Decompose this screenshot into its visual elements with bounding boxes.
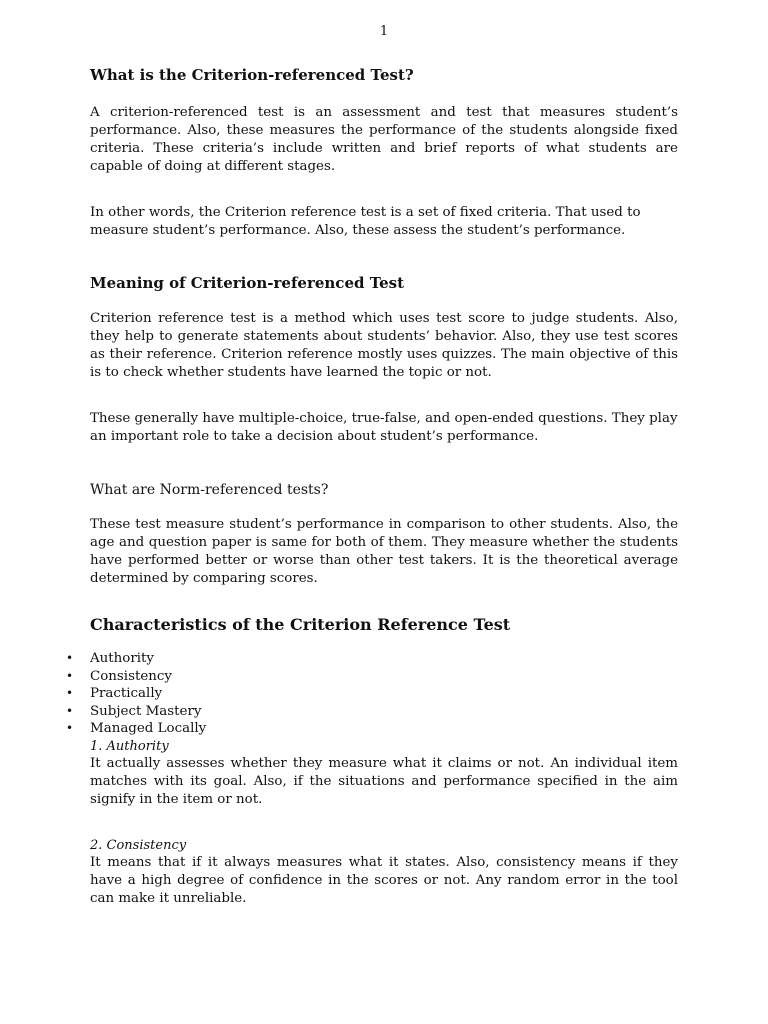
- paragraph-crt-other-words: In other words, the Criterion reference test is a set of fixed criteria. That used to measure student’s performance. Also, these assess the student’s performance.: [90, 205, 641, 238]
- heading-norm-referenced: What are Norm-referenced tests?: [90, 482, 329, 498]
- list-item: • Consistency: [66, 668, 172, 684]
- characteristics-list: [66, 650, 678, 738]
- paragraph-authority: It actually assesses whether they measure what it claims or not. An individual item matches with its goal. Also, if the situations and performance specified in the aim signify in the item or not.: [90, 755, 678, 807]
- paragraph-crt-question-types: These generally have multiple-choice, true-false, and open-ended questions. They play an important role to take a decision about student’s performance.: [90, 411, 678, 444]
- heading-characteristics: Characteristics of the Criterion Reference Test: [90, 615, 511, 634]
- page-number: 1: [379, 24, 389, 39]
- paragraph-crt-meaning: Criterion reference test is a method which uses test score to judge students. Also, they help to generate statements about students’ behavior. Also, they use test scores as their reference. Criterion reference mostly uses quizzes. The main objective of this is to check whether students have learned the topic or not.: [90, 311, 678, 380]
- heading-meaning-crt: Meaning of Criterion-referenced Test: [90, 274, 405, 292]
- subheading-consistency: 2. Consistency: [90, 837, 187, 853]
- list-item: • Subject Mastery: [66, 703, 202, 719]
- paragraph-consistency: It means that if it always measures what it states. Also, consistency means if they have a high degree of confidence in the scores or not. Any random error in the tool can make it unreliable.: [90, 854, 678, 906]
- bullet-icon: •: [66, 703, 74, 718]
- paragraph-crt-definition: A criterion-referenced test is an assessment and test that measures student’s performance. Also, these measures the performance of the students alongside fixed criteria. These criteria’s include written and brief reports of what students are capable of doing at different stages.: [90, 105, 678, 174]
- subheading-authority: 1. Authority: [90, 738, 169, 754]
- bullet-icon: •: [66, 651, 74, 665]
- bullet-icon: •: [66, 686, 74, 701]
- bullet-icon: •: [66, 668, 74, 683]
- document-body: [66, 64, 678, 908]
- list-item: • Practically: [66, 686, 163, 702]
- list-item: • Authority: [66, 651, 154, 666]
- list-item: • Managed Locally: [66, 721, 207, 737]
- heading-what-is-crt: What is the Criterion-referenced Test?: [90, 66, 414, 84]
- bullet-icon: •: [66, 721, 74, 736]
- paragraph-norm-referenced: These test measure student’s performance in comparison to other students. Also, the age and question paper is same for both of them. They measure whether the students have performed better or worse than other test takers. It is the theoretical average determined by comparing scores.: [90, 517, 678, 586]
